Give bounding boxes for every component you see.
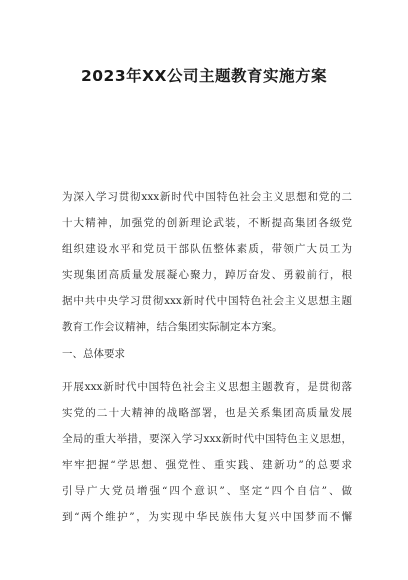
paragraph-line: 引导广大党员增强“四个意识”、坚定“四个自信”、做 bbox=[62, 485, 352, 497]
paragraph-line: 到“两个维护”，为实现中华民族伟大复兴中国梦而不懈 bbox=[62, 511, 352, 523]
paragraph-line: 据中共中央学习贯彻xxx新时代中国特色社会主义思想主题 bbox=[62, 295, 352, 307]
section-heading: 一、总体要求 bbox=[62, 348, 125, 360]
requirements-paragraph bbox=[62, 374, 352, 530]
paragraph-line: 教育工作会议精神，结合集团实际制定本方案。 bbox=[62, 321, 283, 333]
paragraph-line: 十大精神，加强党的创新理论武装，不断提高集团各级党 bbox=[62, 217, 352, 229]
paragraph-line: 开展xxx新时代中国特色社会主义思想主题教育，是贯彻落 bbox=[62, 381, 352, 393]
paragraph-line: 牢牢把握“学思想、强党性、重实践、建新功”的总要求 bbox=[62, 459, 352, 471]
paragraph-line: 为深入学习贯彻xxx新时代中国特色社会主义思想和党的二 bbox=[62, 191, 352, 203]
paragraph-line: 全局的重大举措，要深入学习xxx新时代中国特色主义思想， bbox=[62, 433, 352, 445]
document-title: 2023年XX公司主题教育实施方案 bbox=[80, 67, 328, 85]
paragraph-line: 实党的二十大精神的战略部署，也是关系集团高质量发展 bbox=[62, 407, 352, 419]
paragraph-line: 组织建设水平和党员干部队伍整体素质，带领广大员工为 bbox=[62, 243, 352, 255]
paragraph-line: 实现集团高质量发展凝心聚力，踔厉奋发、勇毅前行，根 bbox=[62, 269, 352, 281]
intro-paragraph bbox=[62, 184, 352, 340]
